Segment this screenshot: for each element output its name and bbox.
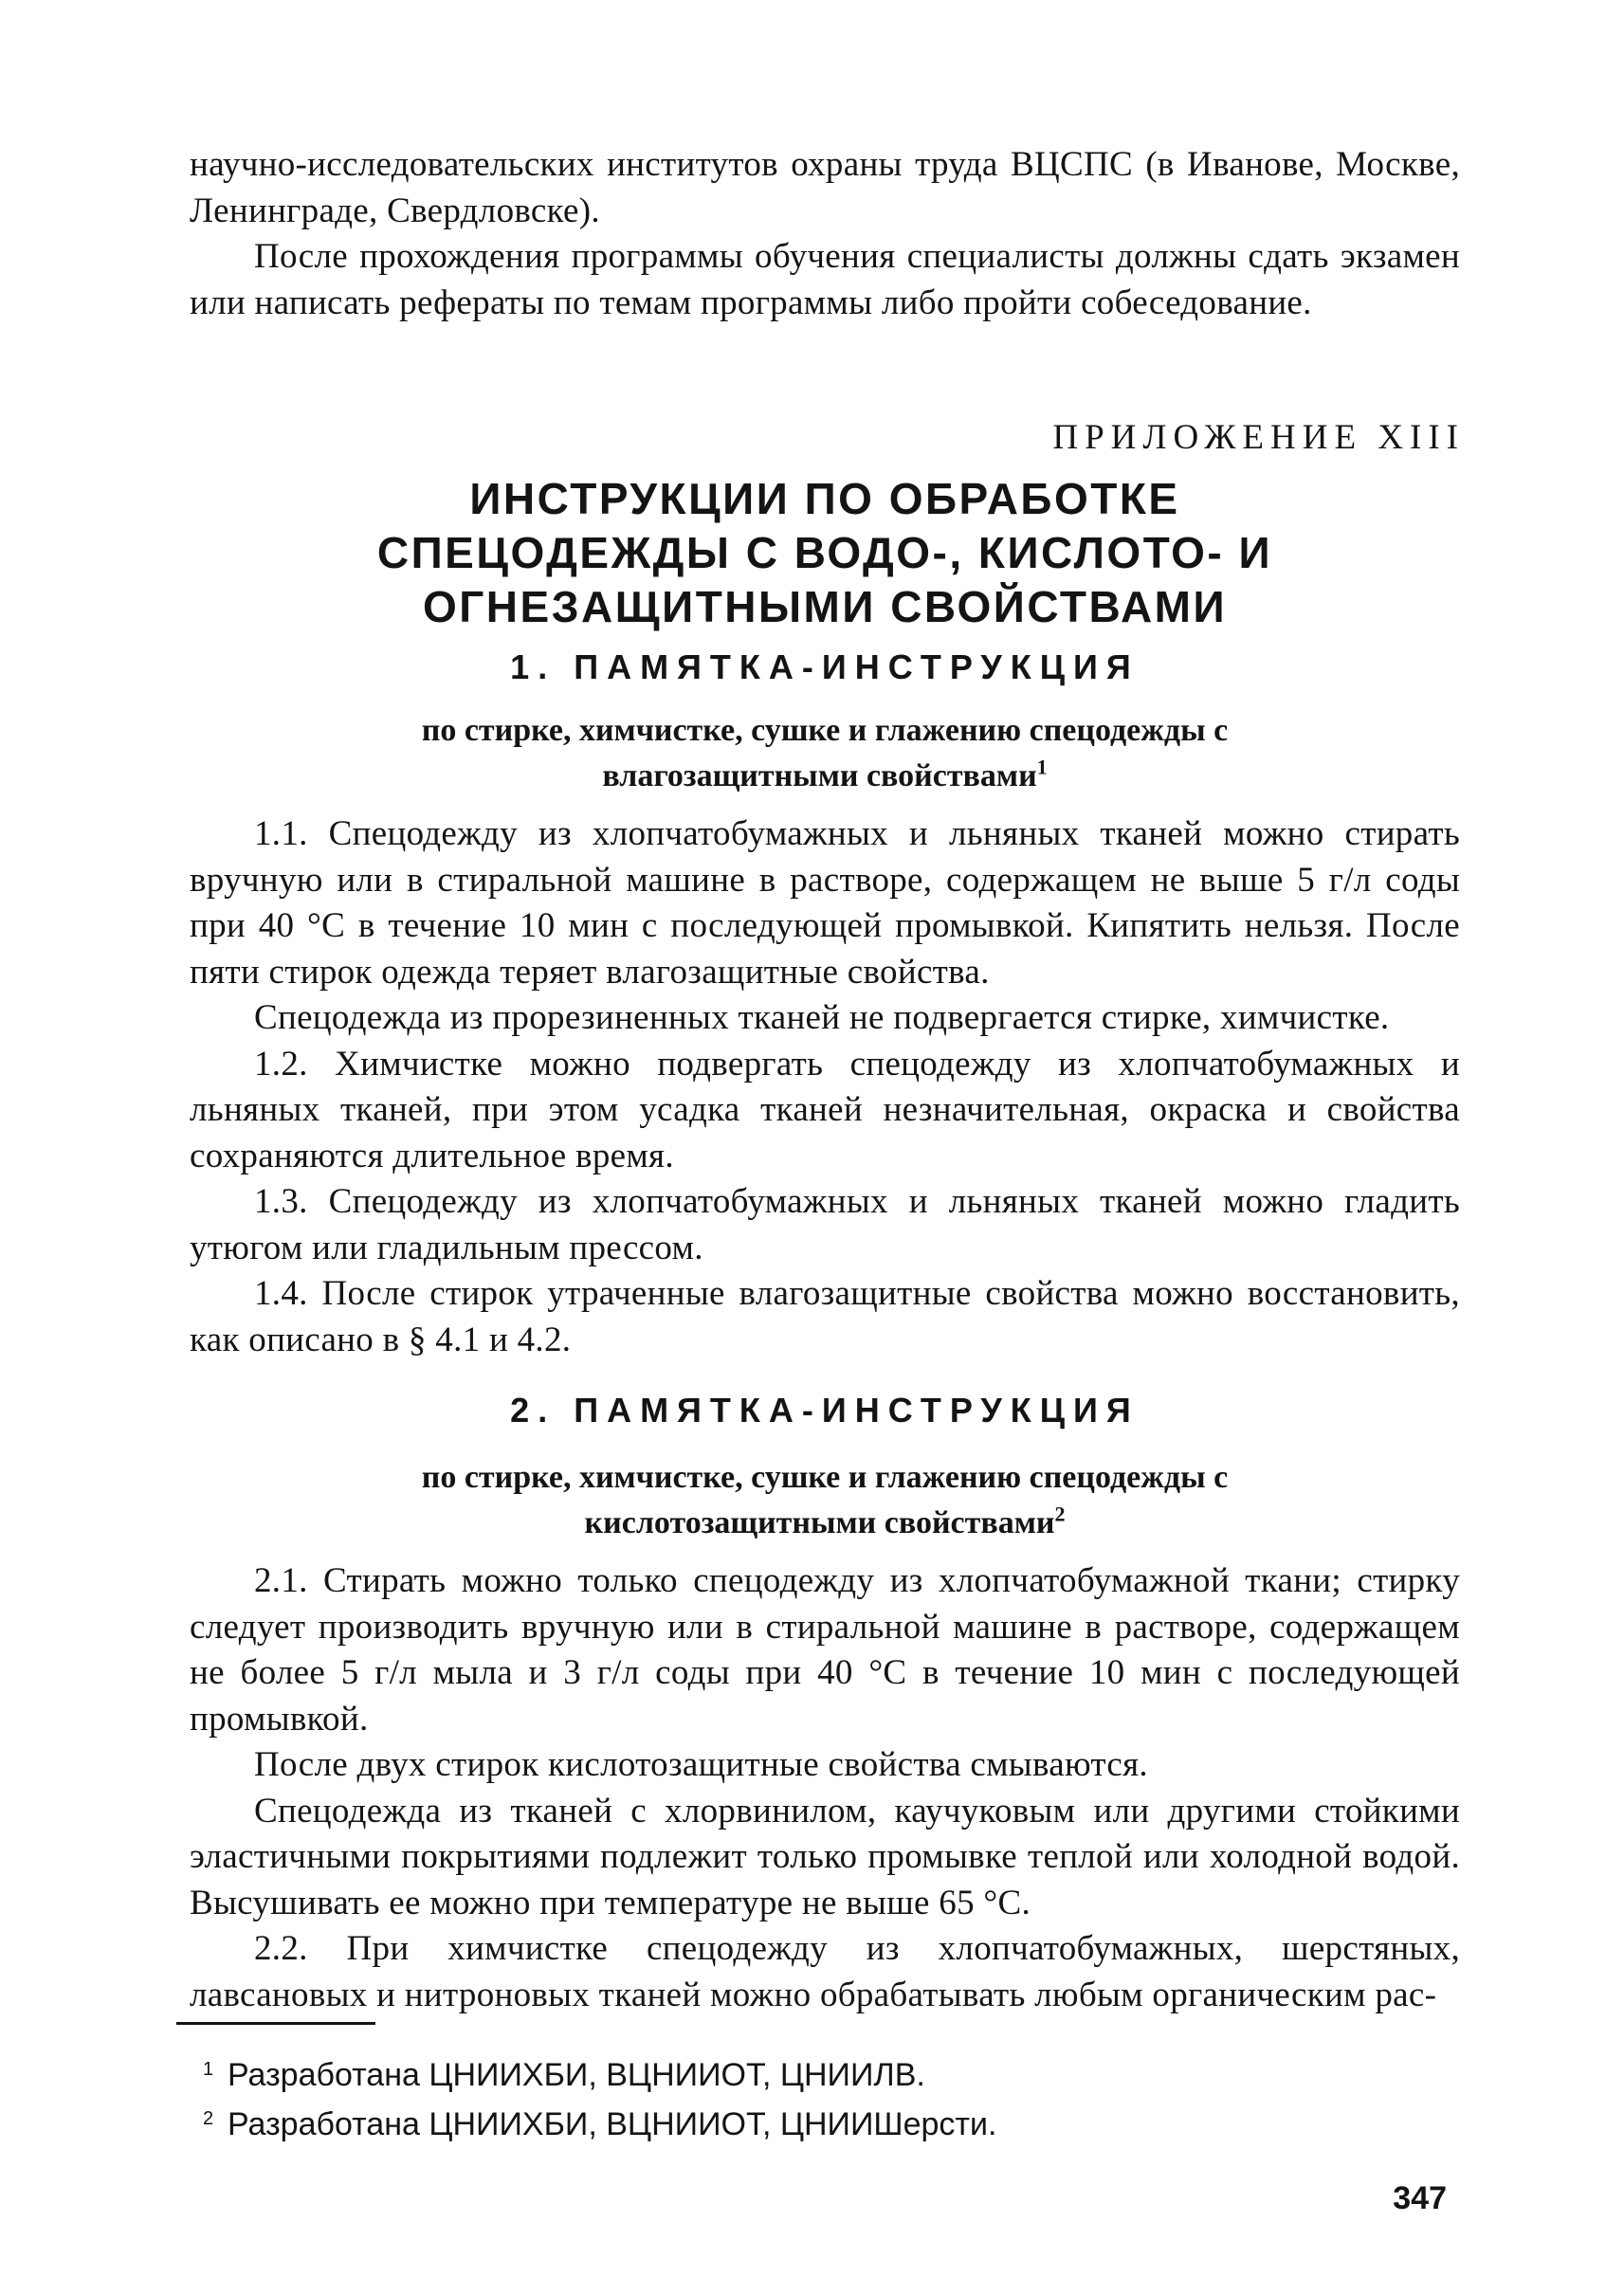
section-2-subtitle xyxy=(190,1455,1460,1546)
section-2-body xyxy=(190,1558,1460,2018)
section-1-title: 1. ПАМЯТКА-ИНСТРУКЦИЯ xyxy=(510,647,1140,686)
section-1-paragraph-4: 1.3. Спецодежду из хлопчатобумажных и льняных тканей можно гладить утюгом или гладильным прессом. xyxy=(190,1182,1460,1267)
main-title: ИНСТРУКЦИИ ПО ОБРАБОТКЕ СПЕЦОДЕЖДЫ С ВОДО-, КИСЛОТО- И ОГНЕЗАЩИТНЫМИ СВОЙСТВАМИ xyxy=(376,474,1273,631)
footnote-1-mark: 1 xyxy=(203,2059,214,2080)
section-1-paragraph-5: 1.4. После стирок утраченные влагозащитные свойства можно восстановить, как описано в § 4.1 и 4.2. xyxy=(190,1274,1460,1359)
footnote-ref-2: 2 xyxy=(1054,1502,1066,1526)
section-2-paragraph-4: 2.2. При химчистке спецодежду из хлопчатобумажных, шерстяных, лавсановых и нитроновых тканей можно обрабатывать любым органическим рас- xyxy=(190,1929,1460,2014)
appendix-label: ПРИЛОЖЕНИЕ XIII xyxy=(1052,418,1465,457)
footnote-2 xyxy=(203,2100,1365,2149)
section-2-subtitle-text: по стирке, химчистке, сушке и глажению спецодежды с кислотозащитными свойствами xyxy=(421,1460,1229,1540)
intro-paragraph-2: После прохождения программы обучения специалисты должны сдать экзамен или написать рефераты по темам программы либо пройти собеседование. xyxy=(190,237,1460,322)
section-1-body xyxy=(190,811,1460,1363)
footnote-2-text: Разработана ЦНИИХБИ, ВЦНИИОТ, ЦНИИШерсти. xyxy=(228,2106,997,2142)
section-2-paragraph-3: Спецодежда из тканей с хлорвинилом, каучуковым или другими стойкими эластичными покрытиями подлежит только промывке теплой или холодной водой. Высушивать ее можно при температуре не выше 65 °С. xyxy=(190,1791,1460,1922)
footnote-1-text: Разработана ЦНИИХБИ, ВЦНИИОТ, ЦНИИЛВ. xyxy=(228,2057,925,2093)
section-2-paragraph-2: После двух стирок кислотозащитные свойства смываются. xyxy=(254,1745,1148,1784)
footnote-1 xyxy=(203,2050,1365,2100)
section-1-subtitle xyxy=(190,708,1460,799)
section-1-paragraph-1: 1.1. Спецодежду из хлопчатобумажных и льняных тканей можно стирать вручную или в стиральной машине в растворе, содержащем не выше 5 г/л соды при 40 °С в течение 10 мин с последующей промывкой. Кипятить нельзя. После пяти стирок одежда теряет влагозащитные свойства. xyxy=(190,814,1460,992)
intro-block xyxy=(190,142,1460,326)
intro-paragraph-1: научно-исследовательских институтов охраны труда ВЦСПС (в Иванове, Москве, Ленинграде, Свердловске). xyxy=(190,145,1460,230)
footnote-ref-1: 1 xyxy=(1036,755,1048,779)
footnotes xyxy=(203,2050,1365,2149)
section-2-paragraph-1: 2.1. Стирать можно только спецодежду из хлопчатобумажной ткани; стирку следует производить вручную или в стиральной машине в растворе, содержащем не более 5 г/л мыла и 3 г/л соды при 40 °С в течение 10 мин с последующей промывкой. xyxy=(190,1561,1460,1739)
section-1-paragraph-3: 1.2. Химчистке можно подвергать спецодежду из хлопчатобумажных и льняных тканей, при этом усадка тканей незначительная, окраска и свойства сохраняются длительное время. xyxy=(190,1044,1460,1175)
section-1-paragraph-2: Спецодежда из прорезиненных тканей не подвергается стирке, химчистке. xyxy=(254,998,1390,1037)
footnote-divider xyxy=(176,2022,375,2025)
section-1-subtitle-text: по стирке, химчистке, сушке и глажению спецодежды с влагозащитными свойствами xyxy=(421,713,1229,793)
section-2-title: 2. ПАМЯТКА-ИНСТРУКЦИЯ xyxy=(510,1391,1140,1430)
footnote-2-mark: 2 xyxy=(203,2108,214,2129)
page-number: 347 xyxy=(1393,2180,1447,2216)
